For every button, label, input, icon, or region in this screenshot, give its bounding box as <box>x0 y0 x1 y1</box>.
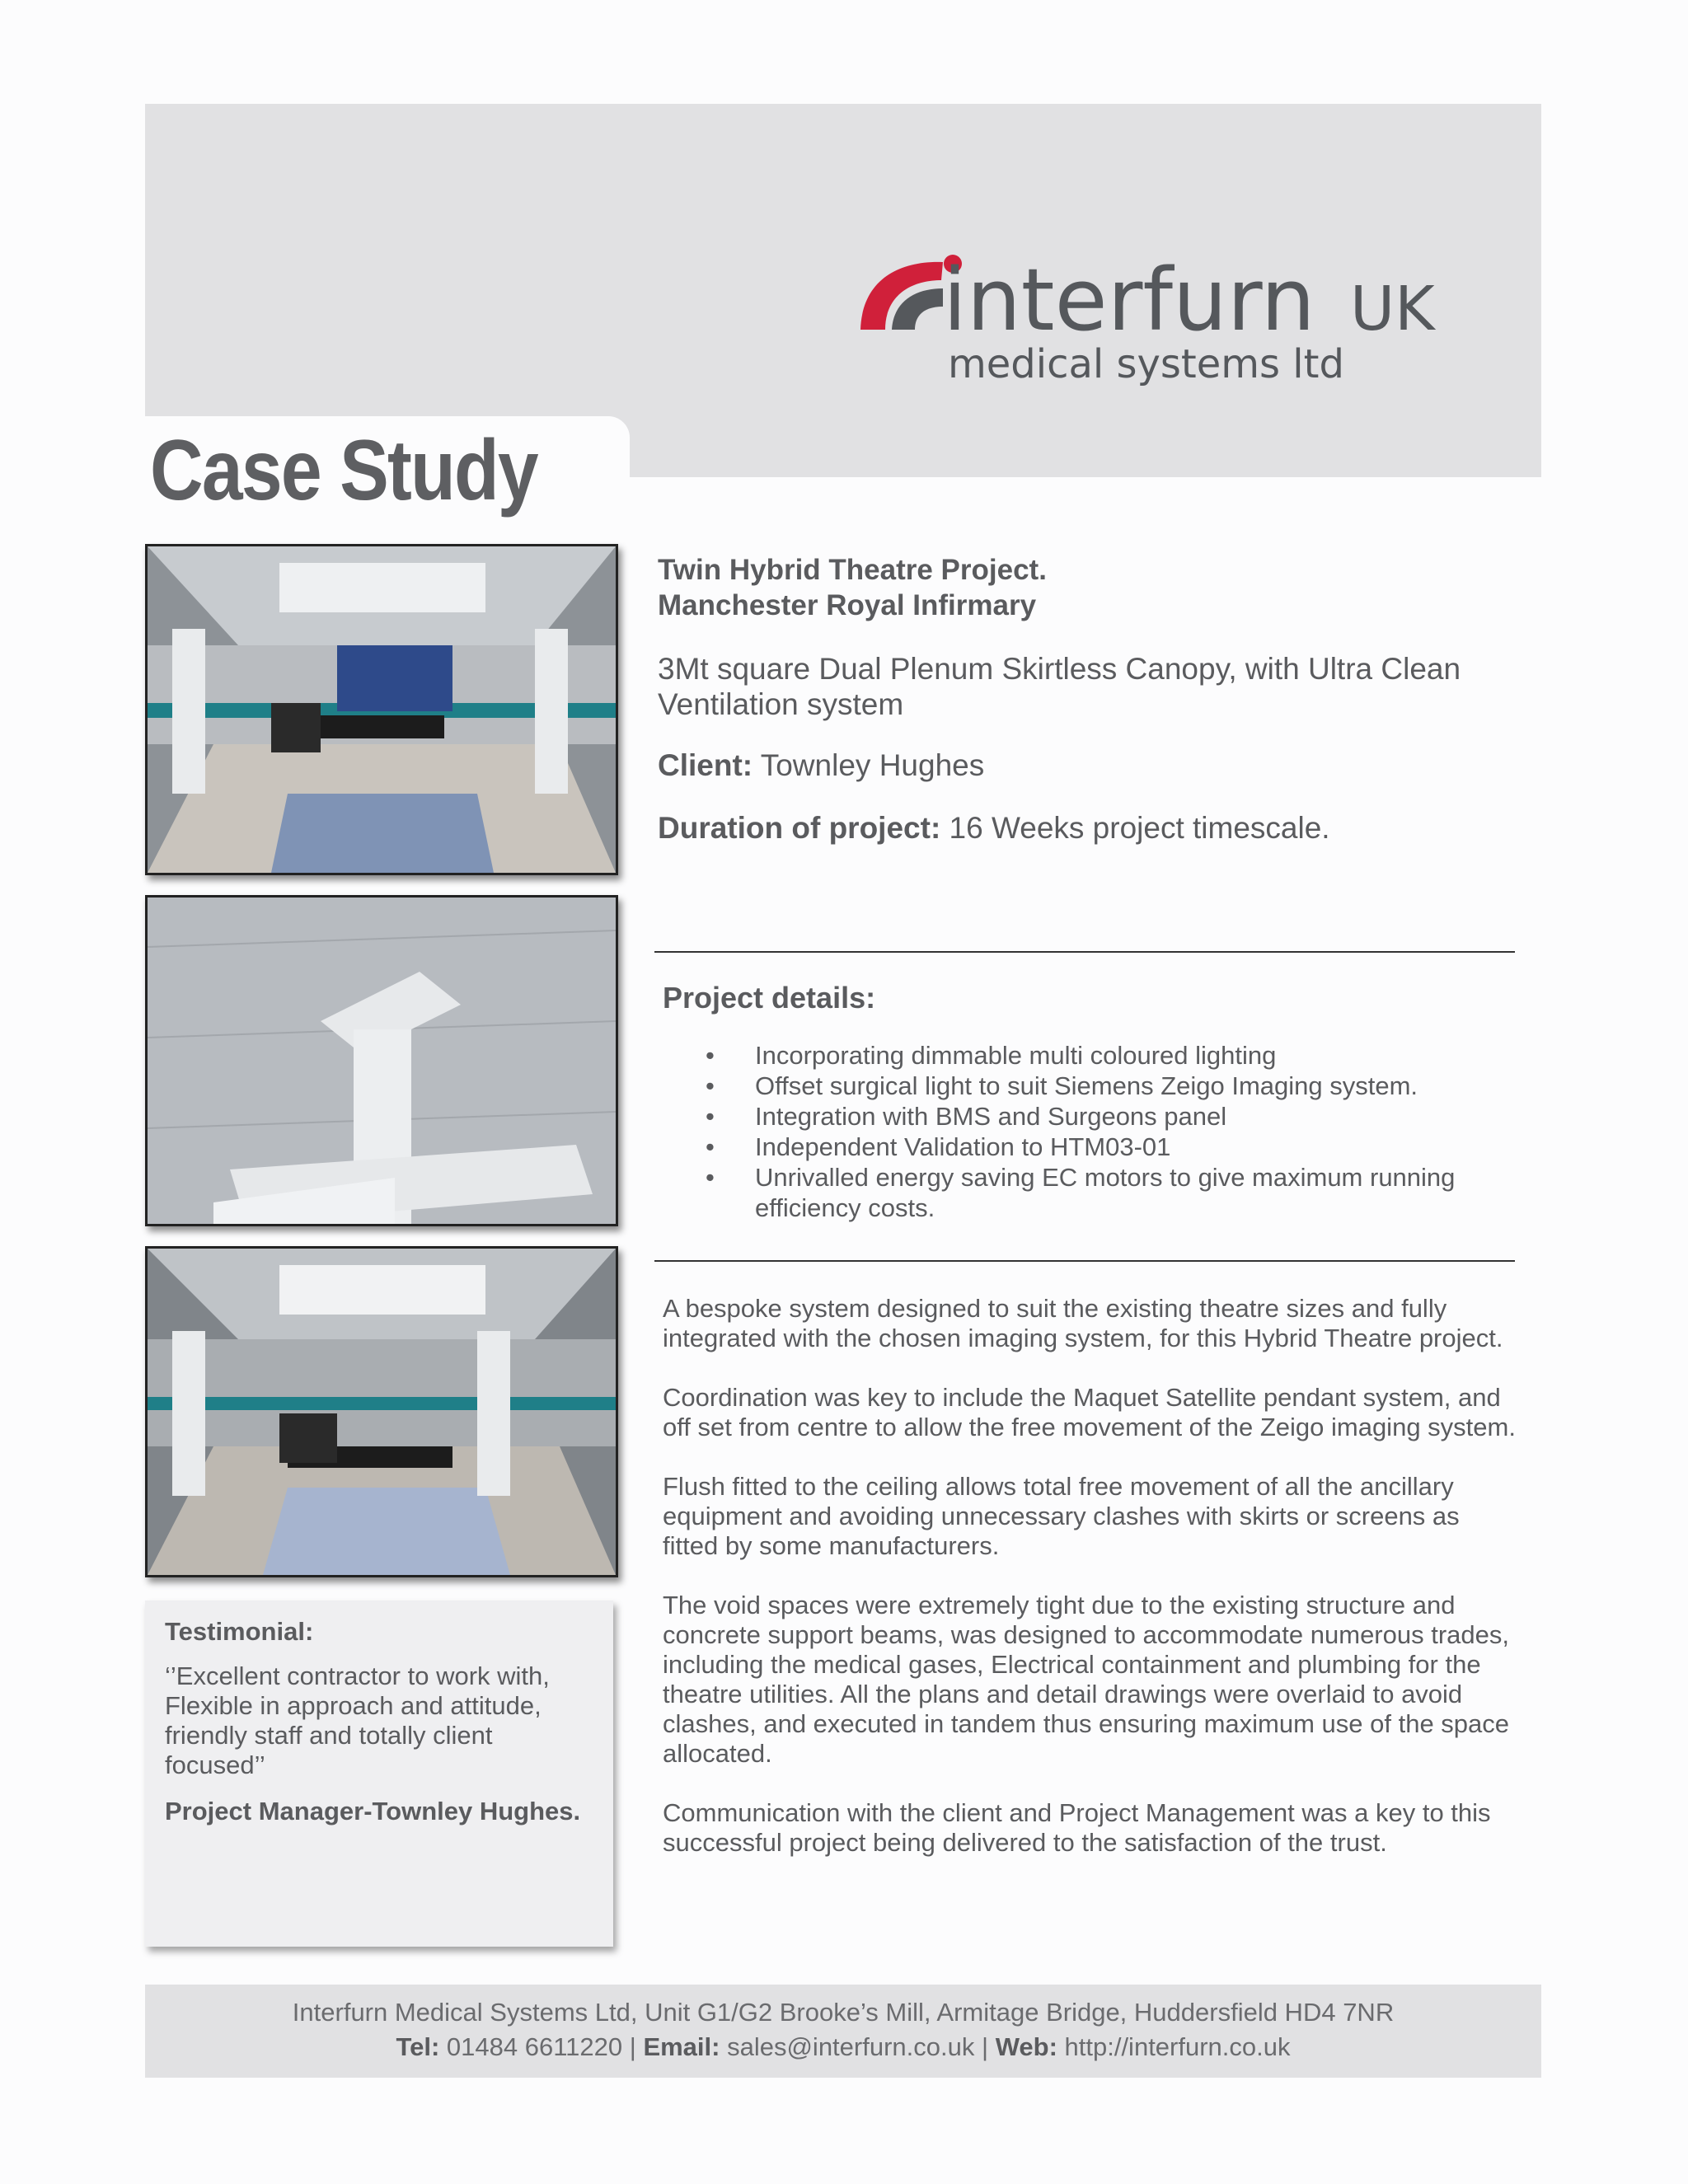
details-heading: Project details: <box>663 981 876 1015</box>
logo-wordmark: interfurn <box>943 250 1315 350</box>
operating-theatre-photo-icon <box>148 1249 616 1575</box>
client-label: Client: <box>658 748 753 782</box>
theatre-photo-1 <box>145 544 618 875</box>
testimonial-heading: Testimonial: <box>165 1617 314 1646</box>
body-paragraph: A bespoke system designed to suit the existing theatre sizes and fully integrated with the chosen imaging system, for this Hybrid Theatre project. <box>663 1294 1503 1352</box>
page-title: Case Study <box>150 423 537 518</box>
testimonial-author: Project Manager-Townley Hughes. <box>165 1797 581 1825</box>
separator: | <box>982 2032 989 2061</box>
body-paragraph: Communication with the client and Project Management was a key to this successful project being delivered to the satisfaction of the trust. <box>663 1798 1491 1857</box>
tel-label: Tel: <box>396 2032 440 2061</box>
list-item: • Independent Validation to HTM03-01 <box>663 1132 1512 1162</box>
body-paragraph: Flush fitted to the ceiling allows total free movement of all the ancillary equipment and avoiding unnecessary clashes with skirts or screens as fitted by some manufacturers. <box>663 1472 1460 1560</box>
list-item: • Integration with BMS and Surgeons panel <box>663 1101 1512 1132</box>
divider <box>654 951 1515 953</box>
web-label: Web: <box>995 2032 1057 2061</box>
email-link[interactable]: sales@interfurn.co.uk <box>727 2032 975 2061</box>
project-subtitle <box>658 651 1531 722</box>
duration-line <box>658 811 1330 846</box>
testimonial-box <box>145 1601 613 1947</box>
body-paragraph: Coordination was key to include the Maquet Satellite pendant system, and off set from centre to allow the free movement of the Zeigo imaging system. <box>663 1383 1516 1441</box>
divider <box>654 1260 1515 1262</box>
project-title <box>658 552 1047 623</box>
logo-tagline: medical systems ltd <box>948 341 1344 387</box>
client-value: Townley Hughes <box>760 748 985 782</box>
footer <box>145 1985 1541 2078</box>
footer-address: Interfurn Medical Systems Ltd, Unit G1/G2 Brooke’s Mill, Armitage Bridge, Huddersfield HD4 7NR <box>292 1998 1395 2027</box>
web-link[interactable]: http://interfurn.co.uk <box>1064 2032 1291 2061</box>
project-title-line2: Manchester Royal Infirmary <box>658 589 1037 621</box>
list-item: • Unrivalled energy saving EC motors to give maximum running efficiency costs. <box>663 1162 1512 1223</box>
operating-theatre-photo-icon <box>148 546 616 873</box>
project-subtitle-line1: 3Mt square Dual Plenum Skirtless Canopy, with Ultra Clean <box>658 652 1461 686</box>
project-subtitle-line2: Ventilation system <box>658 687 904 721</box>
tel-value: 01484 6611220 <box>446 2032 623 2061</box>
email-label: Email: <box>643 2032 720 2061</box>
list-item: • Incorporating dimmable multi coloured lighting <box>663 1040 1512 1071</box>
client-line <box>658 748 984 783</box>
details-list <box>663 1040 1512 1223</box>
logo-suffix: UK <box>1350 274 1435 344</box>
footer-contact <box>145 2032 1541 2062</box>
theatre-photo-3 <box>145 1246 618 1577</box>
ceiling-pendant-photo-icon <box>148 898 616 1224</box>
duration-value: 16 Weeks project timescale. <box>949 811 1330 845</box>
body-text <box>663 1294 1520 1887</box>
company-logo <box>857 247 1451 396</box>
theatre-photo-2 <box>145 895 618 1226</box>
project-title-line1: Twin Hybrid Theatre Project. <box>658 554 1047 586</box>
list-item: • Offset surgical light to suit Siemens Zeigo Imaging system. <box>663 1071 1512 1101</box>
testimonial-quote: ‘’Excellent contractor to work with, Flexible in approach and attitude, friendly staff and totally client focused’’ <box>165 1661 550 1779</box>
separator: | <box>629 2032 636 2061</box>
duration-label: Duration of project: <box>658 811 941 845</box>
body-paragraph: The void spaces were extremely tight due to the existing structure and concrete support beams, was designed to accommodate numerous trades, including the medical gases, Electrical containment and plumbing for the theatre utilities. All the plans and detail drawings were overlaid to avoid clashes, and executed in tandem thus ensuring maximum use of the space allocated. <box>663 1591 1510 1768</box>
